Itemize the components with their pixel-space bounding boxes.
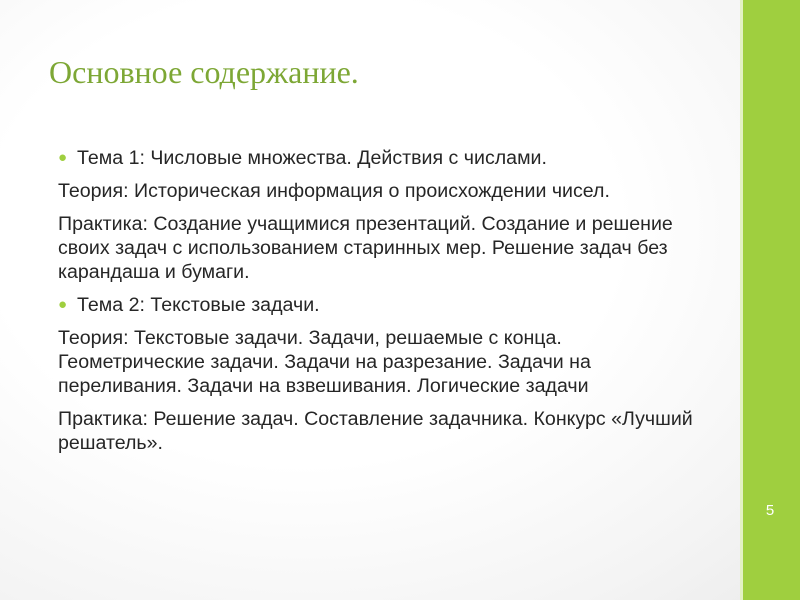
topic-2-text: Тема 2: Текстовые задачи. bbox=[77, 294, 320, 316]
page-number: 5 bbox=[765, 502, 775, 519]
slide-title: Основное содержание. bbox=[49, 54, 359, 90]
slide-body bbox=[58, 146, 708, 464]
topic-2-bullet bbox=[58, 293, 708, 317]
topic-1-practice: Практика: Создание учащимися презентаций. Создание и решение своих задач с использованием старинных мер. Решение задач без карандаша и бумаги. bbox=[58, 213, 673, 283]
topic-2-practice: Практика: Решение задач. Составление задачника. Конкурс «Лучший решатель». bbox=[58, 408, 693, 454]
topic-1-theory: Теория: Историческая информация о происхождении чисел. bbox=[58, 180, 610, 202]
topic-2-theory: Теория: Текстовые задачи. Задачи, решаемые с конца. Геометрические задачи. Задачи на разрезание. Задачи на переливания. Задачи на взвешивания. Логические задачи bbox=[58, 327, 591, 397]
dot-bullet-icon: ● bbox=[58, 296, 68, 313]
topic-1-bullet bbox=[58, 146, 708, 170]
dot-bullet-icon: ● bbox=[58, 149, 68, 166]
topic-1-text: Тема 1: Числовые множества. Действия с числами. bbox=[77, 147, 547, 169]
accent-sidebar bbox=[740, 0, 800, 600]
